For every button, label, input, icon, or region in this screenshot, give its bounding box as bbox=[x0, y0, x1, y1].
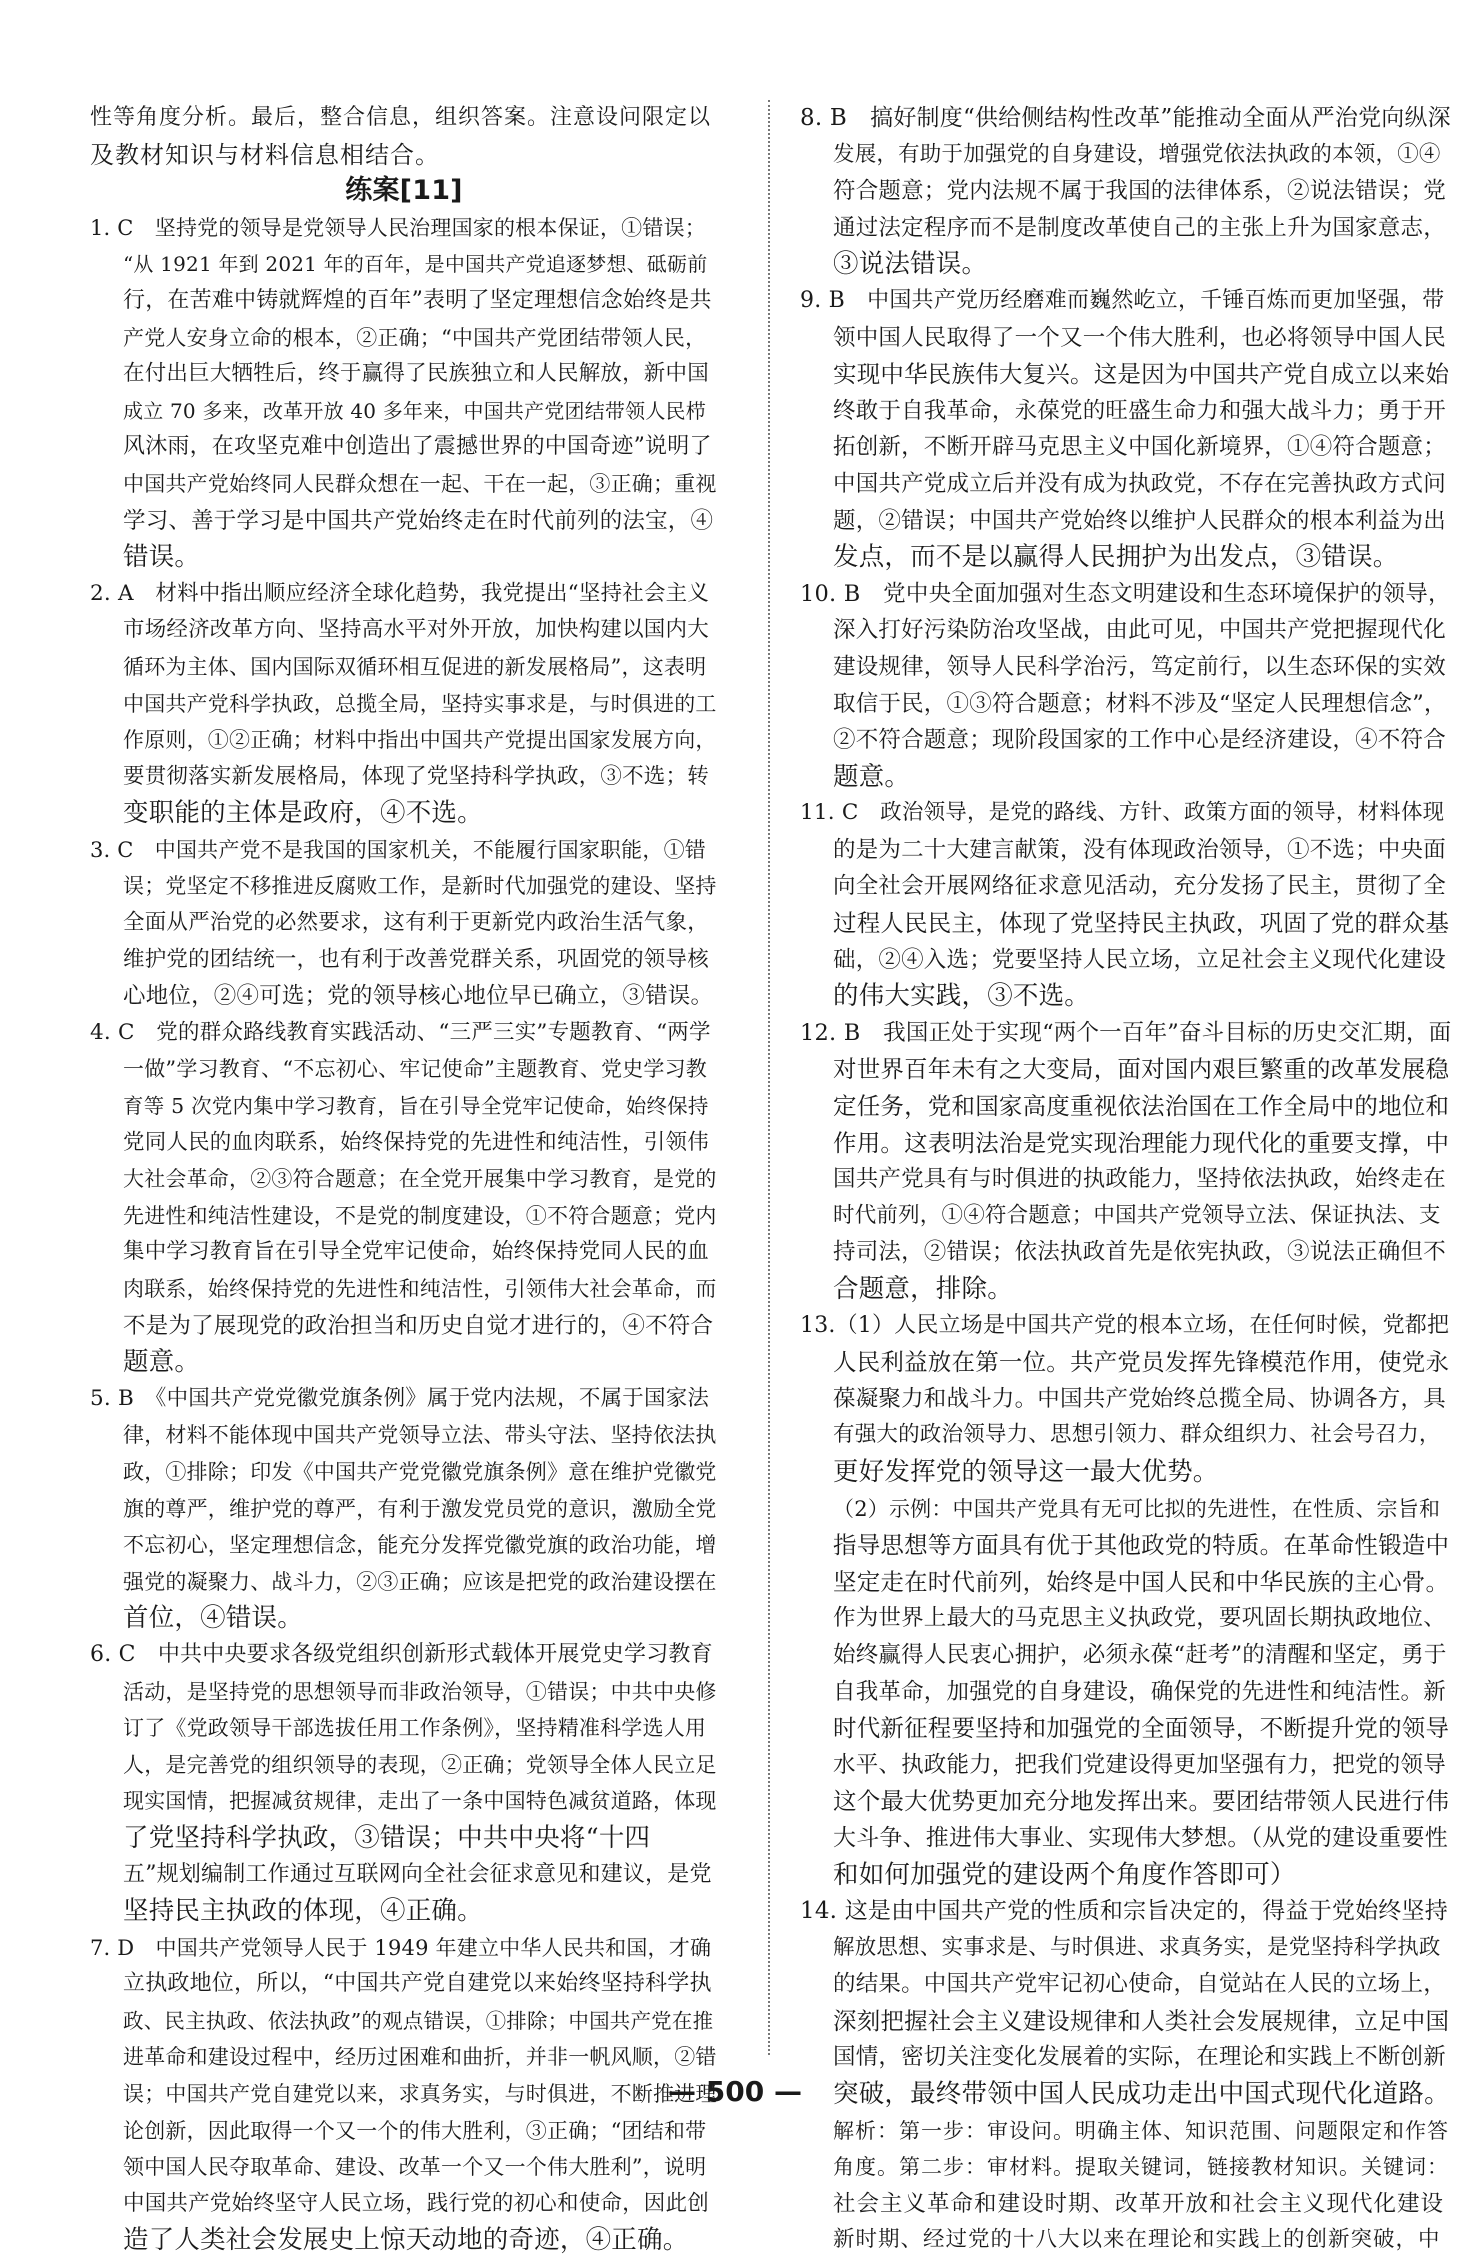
right-column-line: 的结果。中国共产党牢记初心使命，自觉站在人民的立场上， bbox=[833, 1971, 1446, 1998]
right-column-line: 合题意，排除。 bbox=[833, 1274, 1013, 1304]
right-column-line: 拓创新，不断开辟马克思主义中国化新境界，①④符合题意； bbox=[833, 434, 1446, 461]
right-column-line: 时代前列，①④符合题意；中国共产党领导立法、保证执法、支 bbox=[833, 1202, 1441, 1228]
right-column-line: 通过法定程序而不是制度改革使自己的主张上升为国家意志， bbox=[833, 214, 1446, 241]
left-column-line: 活动，是坚持党的思想领导而非政治领导，①错误；中共中央修 bbox=[123, 1679, 717, 1704]
left-column-line: 一做”学习教育、“不忘初心、牢记使命”主题教育、党史学习教 bbox=[123, 1057, 708, 1082]
right-column-line: ②不符合题意；现阶段国家的工作中心是经济建设，④不符合 bbox=[833, 727, 1446, 754]
right-column-line: 8. B 搞好制度“供给侧结构性改革”能推动全面从严治党向纵深 bbox=[800, 105, 1451, 131]
left-column-line: 市场经济改革方向、坚持高水平对外开放，加快构建以国内大 bbox=[123, 617, 709, 643]
right-column-line: 领中国人民取得了一个又一个伟大胜利，也必将领导中国人民 bbox=[833, 324, 1446, 351]
left-column-line: 党同人民的血肉联系，始终保持党的先进性和纯洁性，引领伟 bbox=[123, 1129, 709, 1155]
left-column-line: 误；党坚定不移推进反腐败工作，是新时代加强党的建设、坚持 bbox=[123, 874, 717, 899]
right-column-line: 定任务，党和国家高度重视依法治国在工作全局中的地位和 bbox=[833, 1092, 1450, 1121]
right-column-line: 题意。 bbox=[833, 761, 911, 792]
left-column-line: 在付出巨大牺牲后，终于赢得了民族独立和人民解放，新中国 bbox=[123, 361, 709, 387]
right-column-line: 对世界百年未有之大变局，面对国内艰巨繁重的改革发展稳 bbox=[833, 1055, 1450, 1084]
right-column-line: 向全社会开展网络征求意见活动，充分发扬了民主，贯彻了全 bbox=[833, 873, 1446, 900]
left-column-line: 集中学习教育旨在引导全党牢记使命，始终保持党同人民的血 bbox=[123, 1239, 709, 1265]
left-column-line: 强党的凝聚力、战斗力，②③正确；应该是把党的政治建设摆在 bbox=[123, 1569, 717, 1594]
right-column-line: 9. B 中国共产党历经磨难而巍然屹立，千锤百炼而更加坚强，带 bbox=[800, 287, 1445, 313]
right-column-line: 符合题意；党内法规不属于我国的法律体系，②说法错误；党 bbox=[833, 178, 1446, 205]
left-column-line: 旗的尊严，维护党的尊严，有利于激发党员党的意识，激励全党 bbox=[123, 1496, 717, 1521]
right-column-line: 10. B 党中央全面加强对生态文明建设和生态环境保护的领导， bbox=[800, 580, 1451, 607]
left-column-line: 变职能的主体是政府，④不选。 bbox=[123, 798, 483, 829]
left-column-line: 5. B 《中国共产党党徽党旗条例》属于党内法规，不属于国家法 bbox=[90, 1385, 710, 1411]
right-column-line: 11. C 政治领导，是党的路线、方针、政策方面的领导，材料体现 bbox=[800, 800, 1445, 826]
right-column-line: 这个最大优势更加充分地发挥出来。要团结带领人民进行伟 bbox=[833, 1787, 1450, 1816]
left-column-line: 中国共产党始终坚守人民立场，践行党的初心和使命，因此创 bbox=[123, 2190, 709, 2216]
right-column-line: 终敢于自我革命，永葆党的旺盛生命力和强大战斗力；勇于开 bbox=[833, 397, 1446, 424]
right-column-line: 新时期、经过党的十八大以来在理论和实践上的创新突破，中 bbox=[833, 2227, 1441, 2253]
left-column-line: “从 1921 年到 2021 年的百年，是中国共产党追逐梦想、砥砺前 bbox=[123, 252, 708, 277]
right-column-line: 建设规律，领导人民科学治污，笃定前行，以生态环保的实效 bbox=[833, 653, 1446, 680]
left-column-line: 错误。 bbox=[123, 542, 201, 573]
left-column-line: 风沐雨，在攻坚克难中创造出了震撼世界的中国奇迹”说明了 bbox=[123, 434, 712, 460]
right-column-line: 题，②错误；中国共产党始终以维护人民群众的根本利益为出 bbox=[833, 507, 1446, 534]
left-column-line: 坚持民主执政的体现，④正确。 bbox=[123, 1896, 483, 1927]
left-column-line: 行，在苦难中铸就辉煌的百年”表明了坚定理想信念始终是共 bbox=[123, 287, 712, 313]
left-column bbox=[90, 100, 718, 2256]
left-column-line: 学习、善于学习是中国共产党始终走在时代前列的法宝，④ bbox=[123, 507, 714, 534]
right-column-line: 发点，而不是以赢得人民拥护为出发点，③错误。 bbox=[833, 542, 1399, 573]
right-column-line: 取信于民，①③符合题意；材料不涉及“坚定人民理想信念”， bbox=[833, 690, 1447, 717]
left-column-line: 不是为了展现党的政治担当和历史自觉才进行的，④不符合 bbox=[123, 1312, 714, 1339]
left-column-line: 4. C 党的群众路线教育实践活动、“三严三实”专题教育、“两学 bbox=[90, 1019, 711, 1045]
right-column-line: 坚定走在时代前列，始终是中国人民和中华民族的主心骨。 bbox=[833, 1567, 1450, 1596]
left-column-line: 立执政地位，所以，“中国共产党自建党以来始终坚持科学执 bbox=[123, 1971, 712, 1997]
left-column-line: 及教材知识与材料信息相结合。 bbox=[90, 140, 440, 169]
left-column-line: 6. C 中共中央要求各级党组织创新形式载体开展党史学习教育 bbox=[90, 1641, 713, 1667]
right-column-line: 深入打好污染防治攻坚战，由此可见，中国共产党把握现代化 bbox=[833, 617, 1446, 644]
left-column-line: 育等 5 次党内集中学习教育，旨在引导全党牢记使命，始终保持 bbox=[123, 1094, 709, 1119]
left-column-line: 要贯彻落实新发展格局，体现了党坚持科学执政，③不选；转 bbox=[123, 763, 709, 789]
left-column-line: 不忘初心，坚定理想信念，能充分发挥党徽党旗的政治功能，增 bbox=[123, 1533, 717, 1558]
right-column-line: 人民利益放在第一位。共产党员发挥先锋模范作用，使党永 bbox=[833, 1348, 1450, 1377]
right-column-line: 12. B 我国正处于实现“两个一百年”奋斗目标的历史交汇期，面 bbox=[800, 1019, 1452, 1046]
right-column-line: （2）示例：中国共产党具有无可比拟的先进性，在性质、宗旨和 bbox=[833, 1496, 1441, 1521]
right-column-line: 实现中华民族伟大复兴。这是因为中国共产党自成立以来始 bbox=[833, 360, 1450, 389]
left-column-line: 性等角度分析。最后，整合信息，组织答案。注意设问限定以 bbox=[90, 105, 712, 130]
left-column-line: 题意。 bbox=[123, 1347, 201, 1378]
left-column-line: 了党坚持科学执政，③错误；中共中央将“十四 bbox=[123, 1822, 651, 1853]
right-column bbox=[800, 100, 1452, 2253]
right-column-line: 和如何加强党的建设两个角度作答即可） bbox=[833, 1859, 1296, 1890]
right-column-line: 持司法，②错误；依法执政首先是依宪执政，③说法正确但不 bbox=[833, 1239, 1446, 1266]
left-column-line: 7. D 中国共产党领导人民于 1949 年建立中华人民共和国，才确 bbox=[90, 1935, 712, 1960]
column-divider bbox=[768, 100, 770, 2055]
left-column-line: 领中国人民夺取革命、建设、改革一个又一个伟大胜利”，说明 bbox=[123, 2155, 707, 2180]
left-column-line: 练案[11] bbox=[345, 175, 463, 207]
right-column-line: 础，②④入选；党要坚持人民立场，立足社会主义现代化建设 bbox=[833, 946, 1446, 973]
right-column-line: 指导思想等方面具有优于其他政党的特质。在革命性锻造中 bbox=[833, 1531, 1450, 1560]
left-column-line: 先进性和纯洁性建设，不是党的制度建设，①不符合题意；党内 bbox=[123, 1203, 717, 1228]
left-column-line: 成立 70 多来，改革开放 40 多年来，中国共产党团结带领人民栉 bbox=[123, 398, 706, 423]
left-column-line: 循环为主体、国内国际双循环相互促进的新发展格局”，这表明 bbox=[123, 654, 707, 679]
right-column-line: 自我革命，加强党的自身建设，确保党的先进性和纯洁性。新 bbox=[833, 1678, 1446, 1705]
left-column-line: 论创新，因此取得一个又一个的伟大胜利，③正确；“团结和带 bbox=[123, 2118, 707, 2143]
page-number: — 500 — bbox=[668, 2075, 802, 2108]
right-column-line: ③说法错误。 bbox=[833, 249, 988, 280]
right-column-line: 14. 这是由中国共产党的性质和宗旨决定的，得益于党始终坚持 bbox=[800, 1898, 1448, 1925]
left-column-line: 1. C 坚持党的领导是党领导人民治理国家的根本保证，①错误； bbox=[90, 215, 706, 240]
left-column-line: 政、民主执政、依法执政”的观点错误，①排除；中国共产党在推 bbox=[123, 2008, 714, 2033]
left-column-line: 2. A 材料中指出顺应经济全球化趋势，我党提出“坚持社会主义 bbox=[90, 580, 710, 606]
left-column-line: 首位，④错误。 bbox=[123, 1603, 303, 1634]
left-column-line: 五”规划编制工作通过互联网向全社会征求意见和建议，是党 bbox=[123, 1861, 712, 1887]
right-column-line: 作为世界上最大的马克思主义执政党，要巩固长期执政地位、 bbox=[833, 1605, 1446, 1632]
right-column-line: 深刻把握社会主义建设规律和人类社会发展规律，立足中国 bbox=[833, 2006, 1450, 2035]
left-column-line: 中国共产党科学执政，总揽全局，坚持实事求是，与时俱进的工 bbox=[123, 691, 717, 716]
left-column-line: 进革命和建设过程中，经历过困难和曲折，并非一帆风顺，②错 bbox=[123, 2045, 717, 2070]
right-column-line: 大斗争、推进伟大事业、实现伟大梦想。（从党的建设重要性 bbox=[833, 1824, 1448, 1851]
left-column-line: 政，①排除；印发《中国共产党党徽党旗条例》意在维护党徽党 bbox=[123, 1459, 717, 1484]
left-column-line: 维护党的团结统一，也有利于改善党群关系，巩固党的领导核 bbox=[123, 946, 709, 972]
right-column-line: 的伟大实践，③不选。 bbox=[833, 981, 1091, 1012]
right-column-line: 角度。第二步：审材料。提取关键词，链接教材知识。关键词： bbox=[833, 2155, 1449, 2180]
left-column-line: 作原则，①②正确；材料中指出中国共产党提出国家发展方向， bbox=[123, 728, 717, 753]
left-column-line: 3. C 中国共产党不是我国的国家机关，不能履行国家职能，①错 bbox=[90, 837, 706, 862]
right-column-line: 的是为二十大建言献策，没有体现政治领导，①不选；中央面 bbox=[833, 836, 1446, 863]
right-column-line: 水平、执政能力，把我们党建设得更加坚强有力，把党的领导 bbox=[833, 1751, 1446, 1778]
right-column-line: 更好发挥党的领导这一最大优势。 bbox=[833, 1456, 1219, 1487]
left-column-line: 造了人类社会发展史上惊天动地的奇迹，④正确。 bbox=[123, 2225, 689, 2256]
right-column-line: 国情，密切关注变化发展着的实际，在理论和实践上不断创新 bbox=[833, 2044, 1446, 2071]
right-column-line: 中国共产党成立后并没有成为执政党，不存在完善执政方式问 bbox=[833, 470, 1446, 497]
right-column-line: 作用。这表明法治是党实现治理能力现代化的重要支撑，中 bbox=[833, 1128, 1450, 1157]
right-column-line: 社会主义革命和建设时期、改革开放和社会主义现代化建设 bbox=[833, 2190, 1445, 2217]
right-column-line: 解放思想、实事求是、与时俱进、求真务实，是党坚持科学执政 bbox=[833, 1934, 1441, 1960]
right-column-line: 国共产党具有与时俱进的执政能力，坚持依法执政，始终走在 bbox=[833, 1166, 1446, 1193]
right-column-line: 突破，最终带领中国人民成功走出中国式现代化道路。 bbox=[833, 2079, 1450, 2110]
left-column-line: 产党人安身立命的根本，②正确；“中国共产党团结带领人民， bbox=[123, 325, 707, 350]
left-column-line: 肉联系，始终保持党的先进性和纯洁性，引领伟大社会革命，而 bbox=[123, 1277, 717, 1301]
left-column-line: 中国共产党始终同人民群众想在一起、干在一起，③正确；重视 bbox=[123, 471, 717, 496]
right-column-line: 过程人民民主，体现了党坚持民主执政，巩固了党的群众基 bbox=[833, 909, 1450, 938]
left-column-line: 订了《党政领导干部选拔任用工作条例》，坚持精准科学选人用 bbox=[123, 1716, 707, 1741]
left-column-line: 心地位，②④可选；党的领导核心地位早已确立，③错误。 bbox=[123, 983, 714, 1010]
right-column-line: 有强大的政治领导力、思想引领力、群众组织力、社会号召力， bbox=[833, 1422, 1441, 1448]
right-column-line: 始终赢得人民衷心拥护，必须永葆“赶考”的清醒和坚定，勇于 bbox=[833, 1641, 1447, 1668]
right-column-line: 解析：第一步：审设问。明确主体、知识范围、问题限定和作答 bbox=[833, 2118, 1449, 2143]
left-column-line: 误；中国共产党自建党以来，求真务实，与时俱进，不断推进理 bbox=[123, 2082, 717, 2107]
left-column-line: 人，是完善党的组织领导的表现，②正确；党领导全体人民立足 bbox=[123, 1752, 717, 1777]
right-column-line: 时代新征程要坚持和加强党的全面领导，不断提升党的领导 bbox=[833, 1714, 1450, 1743]
left-column-line: 全面从严治党的必然要求，这有利于更新党内政治生活气象， bbox=[123, 910, 709, 936]
right-column-line: 发展，有助于加强党的自身建设，增强党依法执政的本领，①④ bbox=[833, 141, 1441, 167]
left-column-line: 现实国情，把握减贫规律，走出了一条中国特色减贫道路，体现 bbox=[123, 1789, 717, 1814]
left-column-line: 大社会革命，②③符合题意；在全党开展集中学习教育，是党的 bbox=[123, 1167, 717, 1192]
right-column-line: 葆凝聚力和战斗力。中国共产党始终总揽全局、协调各方，具 bbox=[833, 1385, 1446, 1412]
left-column-line: 律，材料不能体现中国共产党领导立法、带头守法、坚持依法执 bbox=[123, 1423, 717, 1448]
right-column-line: 13.（1）人民立场是中国共产党的根本立场，在任何时候，党都把 bbox=[800, 1312, 1450, 1338]
